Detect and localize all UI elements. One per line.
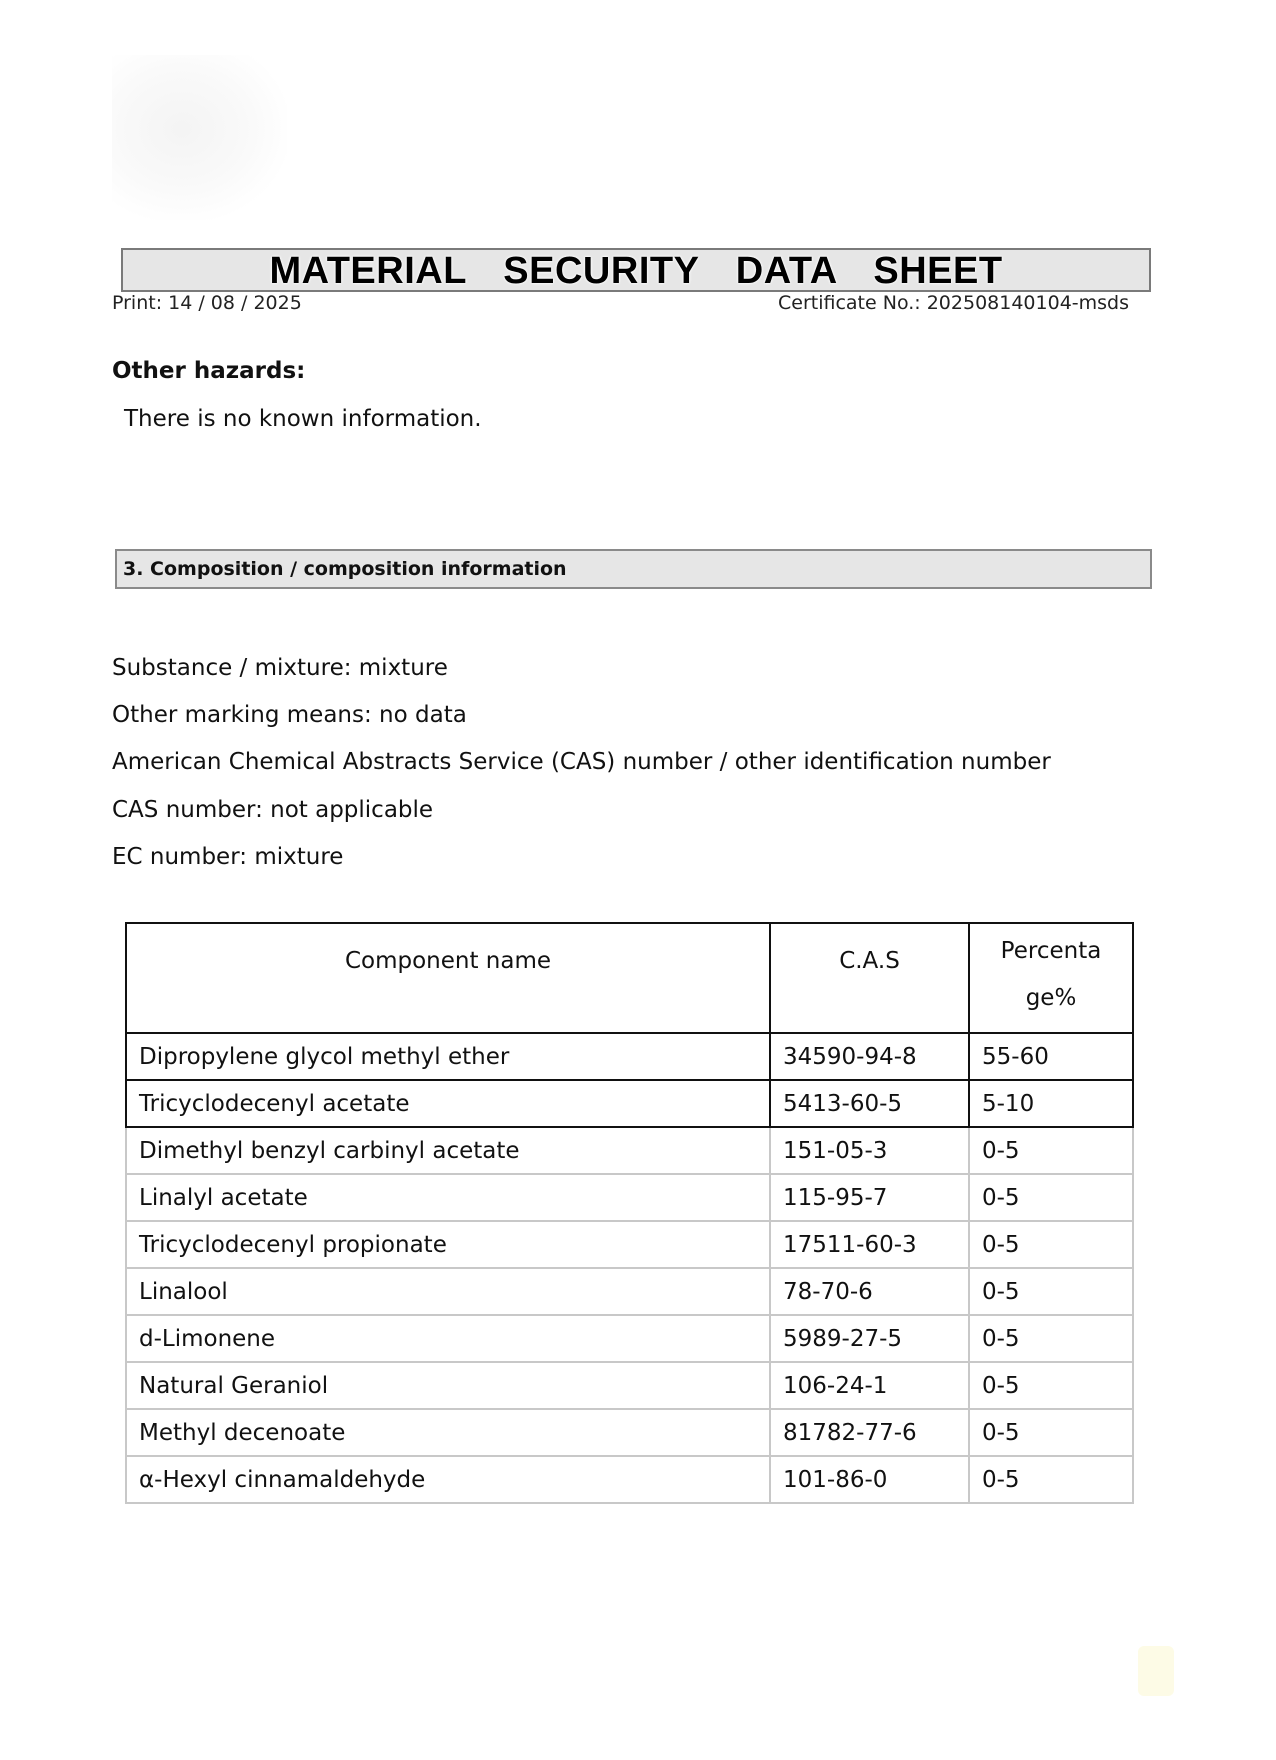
section-3-bar	[115, 549, 1152, 589]
table-row	[126, 1174, 1133, 1221]
corner-highlight-mark	[1138, 1646, 1174, 1696]
component-name-cell: Natural Geraniol	[126, 1362, 770, 1409]
table-row	[126, 1456, 1133, 1503]
header-percentage	[969, 923, 1133, 1033]
faded-logo	[112, 55, 287, 220]
component-name-cell: Tricyclodecenyl propionate	[126, 1221, 770, 1268]
table-header-row	[126, 923, 1133, 1033]
percentage-cell: 0-5	[969, 1268, 1133, 1315]
ec-number-line: EC number: mixture	[112, 844, 344, 870]
cas-cell: 34590-94-8	[770, 1033, 969, 1080]
component-name-cell: Dimethyl benzyl carbinyl acetate	[126, 1127, 770, 1174]
header-component-name: Component name	[126, 923, 770, 1033]
percentage-cell: 5-10	[969, 1080, 1133, 1127]
table-row	[126, 1080, 1133, 1127]
percentage-cell: 0-5	[969, 1174, 1133, 1221]
cas-cell: 5413-60-5	[770, 1080, 969, 1127]
cas-description-line: American Chemical Abstracts Service (CAS) number / other identification number	[112, 749, 1051, 775]
cas-cell: 115-95-7	[770, 1174, 969, 1221]
percentage-cell: 0-5	[969, 1315, 1133, 1362]
cas-cell: 106-24-1	[770, 1362, 969, 1409]
section-3-title: 3. Composition / composition information	[123, 558, 567, 580]
percentage-cell: 0-5	[969, 1409, 1133, 1456]
cas-cell: 101-86-0	[770, 1456, 969, 1503]
cas-cell: 5989-27-5	[770, 1315, 969, 1362]
print-date: Print: 14 / 08 / 2025	[112, 292, 302, 314]
other-marking-line: Other marking means: no data	[112, 702, 467, 728]
cas-number-line: CAS number: not applicable	[112, 797, 434, 823]
document-title: MATERIAL SECURITY DATA SHEET	[269, 249, 1003, 292]
component-name-cell: Linalool	[126, 1268, 770, 1315]
other-hazards-heading: Other hazards:	[112, 358, 306, 384]
component-name-cell: Linalyl acetate	[126, 1174, 770, 1221]
component-name-cell: Dipropylene glycol methyl ether	[126, 1033, 770, 1080]
cas-cell: 151-05-3	[770, 1127, 969, 1174]
composition-table	[125, 922, 1134, 1504]
table-row	[126, 1127, 1133, 1174]
percentage-cell: 55-60	[969, 1033, 1133, 1080]
other-hazards-text: There is no known information.	[124, 406, 482, 432]
percentage-cell: 0-5	[969, 1362, 1133, 1409]
component-name-cell: α-Hexyl cinnamaldehyde	[126, 1456, 770, 1503]
cas-cell: 78-70-6	[770, 1268, 969, 1315]
substance-mixture-line: Substance / mixture: mixture	[112, 655, 448, 681]
table-row	[126, 1033, 1133, 1080]
certificate-number: Certificate No.: 202508140104-msds	[778, 292, 1129, 314]
header-percentage-line1: Percenta	[1000, 938, 1102, 964]
cas-cell: 81782-77-6	[770, 1409, 969, 1456]
component-name-cell: Tricyclodecenyl acetate	[126, 1080, 770, 1127]
table-row	[126, 1409, 1133, 1456]
component-name-cell: Methyl decenoate	[126, 1409, 770, 1456]
percentage-cell: 0-5	[969, 1221, 1133, 1268]
cas-cell: 17511-60-3	[770, 1221, 969, 1268]
header-percentage-line2: ge%	[1025, 985, 1077, 1011]
table-row	[126, 1362, 1133, 1409]
percentage-cell: 0-5	[969, 1456, 1133, 1503]
table-row	[126, 1268, 1133, 1315]
component-name-cell: d-Limonene	[126, 1315, 770, 1362]
percentage-cell: 0-5	[969, 1127, 1133, 1174]
title-bar	[121, 248, 1151, 292]
table-row	[126, 1221, 1133, 1268]
table-row	[126, 1315, 1133, 1362]
header-cas: C.A.S	[770, 923, 969, 1033]
